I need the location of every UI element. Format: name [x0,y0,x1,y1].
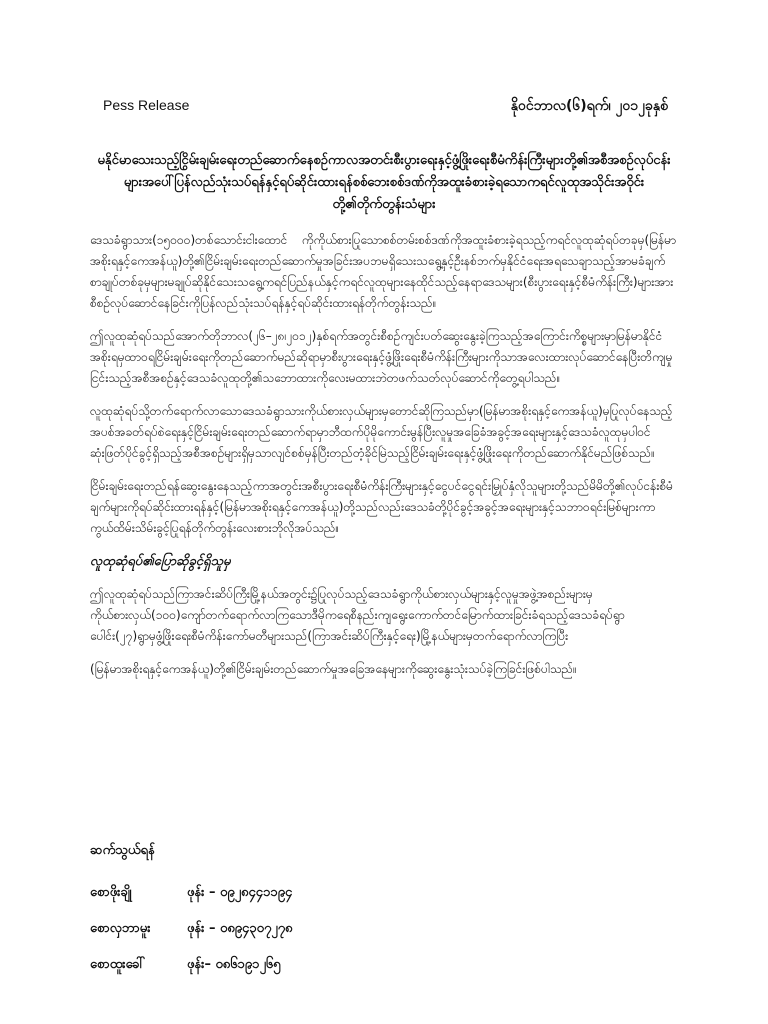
release-date: နိုဝင်ဘာလ(၆)ရက်၊ ၂၀၁၂ခုနှစ် [510,98,668,114]
document-body [90,230,676,692]
contact-section [90,842,292,991]
contact-name: စောလှဘာမူး [90,921,151,936]
contact-phone: ဖုန်း – ၀၉၂၈၄၄၁၁၉၄ [187,885,293,900]
contact-row [90,955,292,975]
contact-phone: ဖုန်း – ၀၈၉၄၃၀၇၂၇၈ [187,921,293,936]
paragraph-1: ဒေသခံရွာသား(၁၅၀၀၀)တစ်သောင်းငါးထောင် ကိုကိုယ်စားပြုသောစစ်တမ်းစစ်ဒဏ်ကိုအထူးခံစားခဲ့ရသည့်ကရင်လူထုဆုံရပ်တခုမှ(မြန်မာအစိုးရနှင့်ကေအန်ယူ)တို့၏ငြိမ်းချမ်းရေးတည်ဆောက်မှုအခြင်းအပဘမရှိသေးသရွေ့နှင့်ဦးနစ်ဘက်မှနိုင်ငံရေးအရသေချာသည့်အာမခံချက်စာချုပ်တစ်ခုမှများမချုပ်ဆိုနိုင်သေးသရွေ့ကရင်ပြည်နယ်နှင့်ကရင်လူထုများနေထိုင်သည့်နေရာဒေသများ(စီးပွားရေးနှင့်စီမံကိန်းကြီး)များအားစီစဉ်လုပ်ဆောင်နေခြင်းကိုပြန်လည်သုံးသပ်ရန်နှင့်ရပ်ဆိုင်းထားရန်တိုက်တွန်းသည်။ [90,233,676,310]
paragraph-4: ငြိမ်းချမ်းရေးတည်ရန်ဆွေးနွေးနေသည့်ကာအတွင်းအစီးပွားရေးစီမံကိန်းကြီးများနှင့်ငွေပင်ငွေရင်းမြှုပ်နှံလိုသူများတို့သည်မိမိတို့၏လုပ်ငန်းစီမံချက်များကိုရပ်ဆိုင်းထားရန်နှင့်(မြန်မာအစိုးရနှင့်ကေအန်ယူ)တို့သည်လည်းဒေသခံတို့ပိုင်ခွင့်အခွင့်အရေးများနှင့်သဘာဝရင်းမြစ်များကာကွယ်ထိမ်းသိမ်းခွင့်ပြုရန်တိုက်တွန်းလေးစားဘိုလိုအပ်သည်။ [90,479,673,535]
paragraph-2: ဤလူထုဆုံရပ်သည်အောက်တိုဘာလ(၂၆–၂၈၊၂၀၁၂)နှစ်ရက်အတွင်းစီစဉ်ကျင်းပတ်ဆွေးနွေးခဲ့ကြသည့်အကြောင်းကိစ္စများမှာမြန်မာနိုင်ငံအစိုးရမှထာဝရငြိမ်းချမ်းရေးကိုတည်ဆောက်မည်ဆိုရာမှာစီးပွားရေးနှင့်ဖွံ့ဖြိုးရေးစီမံကိန်းကြီးများကိုသာအလေးထားလုပ်ဆောင်နေပြီးတိကျမှုငြင်းသည့်အစီအစဉ်နှင့်ဒေသခံလူထုတို့၏သဘောထားကိုလေးမထားဘဲတဖက်သတ်လုပ်ဆောင်ကိုတွေ့ရပါသည်။ [90,329,673,385]
section-paragraph-2: (မြန်မာအစိုးရနှင့်ကေအန်ယူ)တို့၏ငြိမ်းချမ်းတည်ဆောက်မှုအခြေအနေများကိုဆွေးနွေးသုံးသပ်ခဲ့ကြခြင်းဖြစ်ပါသည်။ [90,662,577,676]
contact-heading: ဆက်သွယ်ရန် [90,843,155,858]
press-release-label: Pess Release [103,97,190,113]
contact-row [90,883,292,903]
contact-name: စောထူးခေါ် [90,957,146,972]
section-heading: လူထုဆုံရပ်၏ပြောဆိုခွင့်ရှိသူမှ [90,554,231,569]
contact-row [90,919,292,939]
paragraph-3: လူထုဆုံရပ်သို့တက်ရောက်လာသောဒေသခံရွာသားကိုယ်စားလှယ်များမှတောင်ဆိုကြသည်မှာ(မြန်မာအစိုးရနှင့်ကေအန်ယူ)မှပြုလုပ်နေသည့်အပစ်အခတ်ရပ်စဲရေးနှင့်ငြိမ်းချမ်းရေးတည်ဆောက်ရာမှာဘီထက်ပိုမိုကောင်းမွန်ပြီးလူမှုအခြေခံအခွင့်အရေးများနှင့်ဒေသခံလူထုမှပါဝင်ဆုံးဖြတ်ပိုင်ခွင့်ရှိသည့်အစီအစဉ်များရှိမှသာလျင်စစ်မှန်ပြီးတည်တံ့ခိုင်မြဲသည့်ငြိမ်းချမ်းရေးနှင့်ဖွံ့ဖြိုးရေးကိုတည်ဆောက်နိုင်မည်ဖြစ်သည်။ [90,404,673,460]
section-paragraph-1: ဤလူထုဆုံရပ်သည်ကြာအင်းဆိပ်ကြီးမြို့နယ်အတွင်း၌ပြုလုပ်သည့်ဒေသခံရွာကိုယ်စားလှယ်များနှင့်လူမှုအဖွဲ့အစည်းများမှကိုယ်စားလှယ်(၁၀၀)ကျော်တက်ရောက်လာကြသောဒီမိုကရေစီနည်းကျရွေးကောက်တင်မြောက်ထားခြင်းခံရသည့်ဒေသခံရပ်ရွာပေါင်း(၂၇)ရွာမှဖွံ့ဖြိုးရေးစီမံကိန်းကော်မတီများသည်(ကြာအင်းဆိပ်ကြီးနှင့်ရေး)မြို့နယ်များမှတက်ရောက်လာကြပြီး [90,587,625,643]
document-title: မနိုင်မာသေးသည့်ငြိမ်းချမ်းရေးတည်ဆောက်နေစဉ်ကာလအတွင်းစီးပွားရေးနှင့်ဖွံ့ဖြိုးရေးစီမံကိန်းကြီးများတို့၏အစီအစဉ်လုပ်ငန်းများအပေါ်ပြန်လည်သုံးသပ်ရန်နှင့်ရပ်ဆိုင်းထားရန်စစ်ဘေးစစ်ဒဏ်ကိုအထူးခံစားခဲ့ရသောကရင်လူထုအသိုင်းအဝိုင်းတို့၏တိုက်တွန်းသံများ [97,153,671,212]
contact-name: စောဖိုးချို [90,885,132,900]
header [103,96,668,117]
contact-phone: ဖုန်း– ၀၈၆၁၉၁၂၆၅ [187,957,281,972]
